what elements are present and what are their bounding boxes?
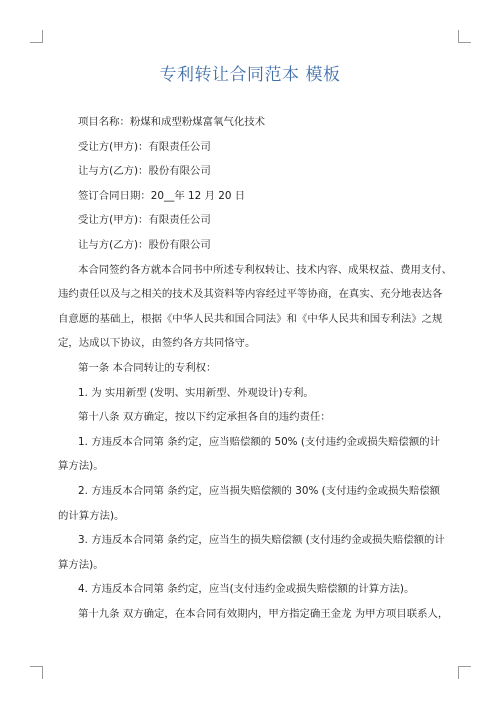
breach-item-1-line-2: 算方法)。: [58, 460, 104, 473]
crop-mark-bottom-right: [458, 666, 471, 679]
article-18-heading: 第十八条 双方确定，按以下约定承担各自的违约责任：: [78, 411, 331, 424]
breach-item-2-line-2: 的计算方法)。: [58, 509, 125, 522]
breach-item-2-line-1: 2. 方违反本合同第 条约定，应当损失赔偿额的 30% (支付违约金或损失赔偿额: [78, 484, 440, 497]
intro-line-2: 违约责任以及与之相关的技术及其资料等内容经过平等协商，在真实、充分地表达各: [58, 288, 443, 301]
breach-item-3-line-1: 3. 方违反本合同第 条约定，应当生的损失赔偿额 (支付违约金或损失赔偿额的计: [78, 534, 445, 547]
article-1-heading: 第一条 本合同转让的专利权：: [78, 361, 217, 374]
crop-mark-top-left: [30, 30, 43, 43]
crop-mark-bottom-left: [30, 666, 43, 679]
breach-item-3-line-2: 算方法)。: [58, 558, 104, 571]
intro-line-3: 自意愿的基础上，根据《中华人民共和国合同法》和《中华人民共和国专利法》之规: [58, 312, 443, 325]
crop-mark-top-right: [458, 30, 471, 43]
transferor-line: 让与方(乙方)：股份有限公司: [78, 165, 211, 178]
transferee-line: 受让方(甲方)：有限责任公司: [78, 140, 211, 153]
breach-item-4-line-1: 4. 方违反本合同第 条约定，应当(支付违约金或损失赔偿额的计算方法)。: [78, 583, 415, 596]
document-body: [58, 110, 453, 626]
project-name-line: 项目名称：粉煤和成型粉煤富氧气化技术: [78, 116, 266, 128]
article-1-item: 1. 为 实用新型 (发明、实用新型、外观设计)专利。: [78, 386, 314, 399]
intro-line-4: 定，达成以下协议，由签约各方共同恪守。: [58, 337, 256, 350]
transferee-line-2: 受让方(甲方)：有限责任公司: [78, 214, 211, 227]
transferor-line-2: 让与方(乙方)：股份有限公司: [78, 238, 211, 251]
document-title: 专利转让合同范本 模板: [159, 65, 341, 85]
breach-item-1-line-1: 1. 方违反本合同第 条约定，应当赔偿额的 50% (支付违约金或损失赔偿额的计: [78, 435, 440, 448]
intro-line-1: 本合同签约各方就本合同书中所述专利权转让、技术内容、成果权益、费用支付、: [78, 263, 453, 276]
article-19-line-1: 第十九条 双方确定，在本合同有效期内，甲方指定确王金龙 为甲方项目联系人，: [78, 607, 449, 620]
signing-date-line: 签订合同日期：20__年 12 月 20 日: [78, 189, 246, 202]
